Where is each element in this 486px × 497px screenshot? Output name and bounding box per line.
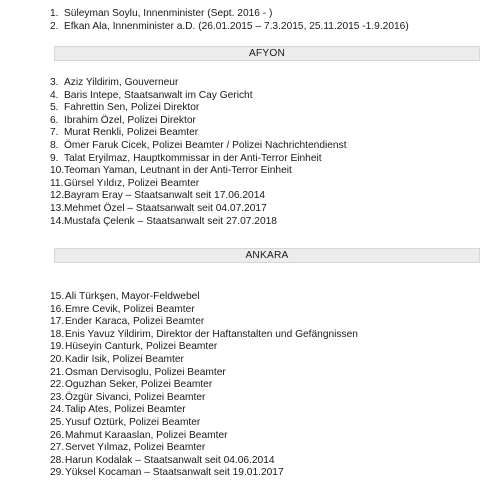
list-item	[50, 77, 347, 90]
item-text: Ender Karaca, Polizei Beamter	[65, 316, 205, 328]
item-text: Ali Türkşen, Mayor-Feldwebel	[65, 291, 200, 302]
list-item	[50, 455, 358, 468]
item-number: 24.	[50, 404, 65, 416]
item-text: Kadir Isik, Polizei Beamter	[65, 353, 184, 365]
item-text: Oguzhan Seker, Polizei Beamter	[65, 379, 213, 391]
item-text: Yüksel Kocaman – Staatsanwalt seit 19.01.2017	[65, 467, 284, 479]
item-text: Mustafa Çelenk – Staatsanwalt seit 27.07.2018	[64, 215, 277, 227]
item-number: 14.	[50, 215, 65, 227]
item-text: Harun Kodalak – Staatsanwalt seit 04.06.2014	[65, 454, 275, 466]
item-number: 16.	[50, 303, 65, 315]
item-text: Özgür Sivanci, Polizei Beamter	[65, 391, 206, 403]
list-item	[50, 404, 358, 417]
item-number: 9.	[50, 152, 59, 164]
item-text: Teoman Yaman, Leutnant in der Anti-Terror Einheit	[64, 165, 292, 177]
list-afyon	[50, 77, 347, 228]
list-item	[50, 430, 358, 443]
item-number: 20.	[50, 353, 65, 365]
section-header-afyon: AFYON	[54, 46, 480, 61]
list-item	[50, 90, 347, 103]
list-item	[50, 203, 347, 216]
list-item	[50, 329, 358, 342]
item-number: 27.	[50, 442, 65, 454]
item-number: 17.	[50, 316, 65, 328]
list-item	[50, 190, 347, 203]
list-ankara	[50, 291, 358, 480]
item-number: 4.	[50, 89, 59, 101]
item-text: Enis Yavuz Yildirim, Direktor der Haftanstalten und Gefängnissen	[65, 328, 358, 340]
list-item	[50, 178, 347, 191]
item-text: Yusuf Oztürk, Polizei Beamter	[65, 416, 201, 428]
item-number: 10.	[50, 165, 65, 177]
item-text: Efkan Ala, Innenminister a.D. (26.01.2015 – 7.3.2015, 25.11.2015 -1.9.2016)	[64, 20, 409, 32]
list-item	[50, 316, 358, 329]
item-number: 18.	[50, 328, 65, 340]
list-item	[50, 417, 358, 430]
item-number: 7.	[50, 127, 59, 139]
item-number: 25.	[50, 416, 65, 428]
section-header-ankara: ANKARA	[54, 248, 480, 263]
item-number: 15.	[50, 291, 65, 302]
item-number: 5.	[50, 102, 59, 114]
list-item	[50, 8, 409, 21]
item-number: 8.	[50, 139, 59, 151]
list-item	[50, 127, 347, 140]
item-number: 23.	[50, 391, 65, 403]
list-item	[50, 467, 358, 480]
item-text: Bayram Eray – Staatsanwalt seit 17.06.2014	[64, 190, 266, 202]
item-number: 13.	[50, 202, 65, 214]
item-text: Süleyman Soylu, Innenminister (Sept. 2016 - )	[64, 8, 273, 19]
list-item	[50, 165, 347, 178]
item-text: Talat Eryilmaz, Hauptkommissar in der Anti-Terror Einheit	[64, 152, 322, 164]
item-text: Talip Ates, Polizei Beamter	[65, 404, 186, 416]
item-number: 26.	[50, 429, 65, 441]
list-item	[50, 291, 358, 304]
item-text: Fahrettin Sen, Polizei Direktor	[64, 102, 200, 114]
list-item	[50, 304, 358, 317]
item-number: 11.	[50, 177, 64, 189]
list-item	[50, 354, 358, 367]
item-text: Mehmet Özel – Staatsanwalt seit 04.07.2017	[64, 202, 267, 214]
list-item	[50, 216, 347, 229]
item-number: 2.	[50, 20, 59, 32]
list-item	[50, 115, 347, 128]
item-number: 29.	[50, 467, 65, 479]
item-number: 6.	[50, 114, 59, 126]
item-text: Murat Renkli, Polizei Beamter	[64, 127, 199, 139]
item-text: Ibrahim Özel, Polizei Direktor	[64, 114, 196, 126]
item-text: Ömer Faruk Cicek, Polizei Beamter / Polizei Nachrichtendienst	[64, 139, 347, 151]
item-number: 28.	[50, 454, 65, 466]
list-item	[50, 379, 358, 392]
list-item	[50, 21, 409, 34]
item-text: Servet Yılmaz, Polizei Beamter	[65, 442, 206, 454]
list-item	[50, 341, 358, 354]
item-number: 22.	[50, 379, 65, 391]
item-text: Aziz Yildirim, Gouverneur	[64, 77, 179, 88]
item-number: 21.	[50, 366, 65, 378]
item-text: Mahmut Karaaslan, Polizei Beamter	[65, 429, 228, 441]
item-text: Hüseyin Canturk, Polizei Beamter	[65, 341, 218, 353]
list-item	[50, 442, 358, 455]
list-item	[50, 367, 358, 380]
item-number: 3.	[50, 77, 59, 88]
list-top	[50, 8, 409, 33]
list-item	[50, 153, 347, 166]
item-number: 12.	[50, 190, 65, 202]
item-number: 1.	[50, 8, 59, 19]
item-text: Osman Dervisoglu, Polizei Beamter	[65, 366, 226, 378]
item-text: Emre Cevik, Polizei Beamter	[65, 303, 195, 315]
list-item	[50, 392, 358, 405]
item-text: Gürsel Yıldız, Polizei Beamter	[64, 177, 200, 189]
item-text: Baris Intepe, Staatsanwalt im Cay Gericht	[64, 89, 253, 101]
item-number: 19.	[50, 341, 65, 353]
list-item	[50, 140, 347, 153]
list-item	[50, 102, 347, 115]
